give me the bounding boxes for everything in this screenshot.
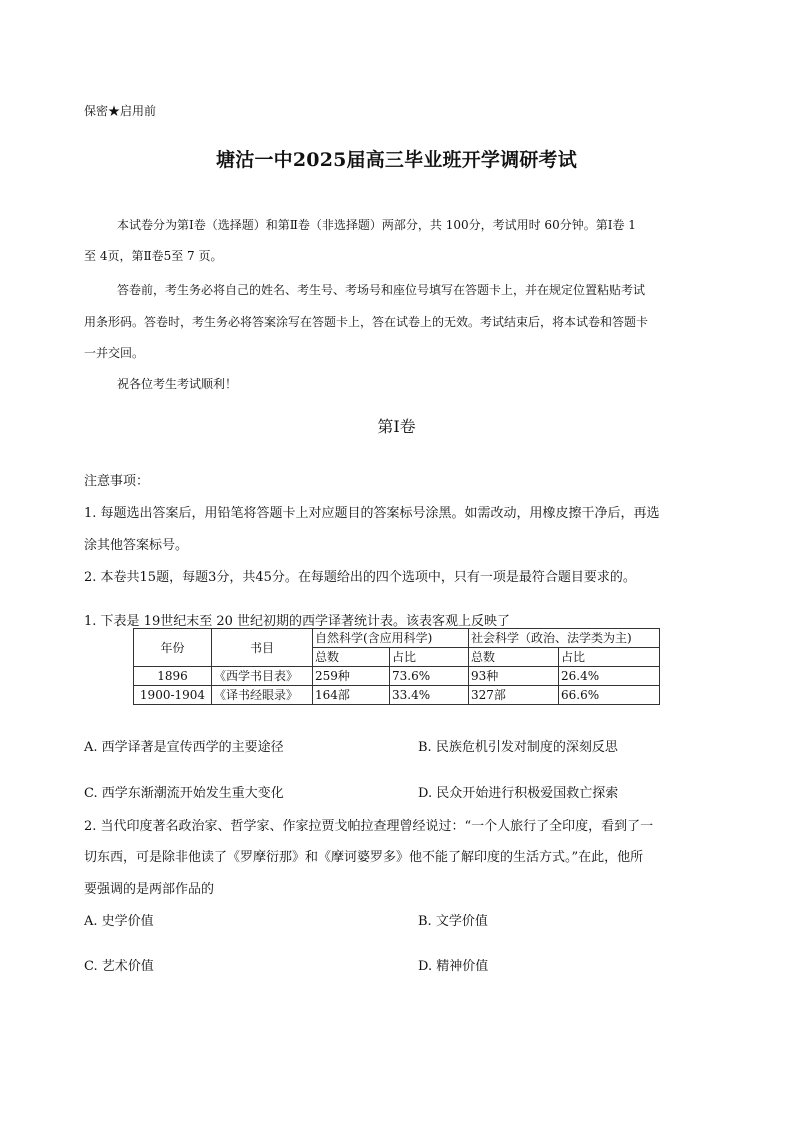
table-cell-social-ratio: 66.6%	[559, 686, 660, 705]
question-2-option-c: C. 艺术价值	[84, 959, 154, 974]
intro-paragraph-1-line-1: 本试卷分为第Ⅰ卷（选择题）和第Ⅱ卷（非选择题）两部分，共 100分，考试用时 60分钟。第Ⅰ卷 1	[117, 218, 636, 232]
table-cell-social-ratio: 26.4%	[559, 667, 660, 686]
table-cell-social-total: 327部	[469, 686, 559, 705]
note-1-line-1: 1. 每题选出答案后，用铅笔将答题卡上对应题目的答案标号涂黑。如需改动，用橡皮擦干净后，再选	[84, 506, 660, 521]
table-cell-natural-total: 164部	[313, 686, 390, 705]
question-1-stem: 1. 下表是 19世纪末至 20 世纪初期的西学译著统计表。该表客观上反映了	[84, 614, 511, 629]
exam-title: 塘沽一中2025届高三毕业班开学调研考试	[216, 149, 577, 171]
question-2-option-d: D. 精神价值	[418, 959, 489, 974]
table-subheader-social-total: 总数	[469, 648, 559, 667]
table-cell-year: 1896	[134, 667, 212, 686]
table-cell-natural-ratio: 73.6%	[390, 667, 469, 686]
good-luck-wish: 祝各位考生考试顺利！	[117, 377, 238, 391]
intro-paragraph-2-line-3: 一并交回。	[84, 346, 145, 360]
question-2-line-1: 2. 当代印度著名政治家、哲学家、作家拉贾戈帕拉查理曾经说过：“一个人旅行了全印度，看到了一	[84, 819, 654, 834]
notes-heading: 注意事项：	[84, 474, 150, 489]
question-2-option-b: B. 文学价值	[418, 914, 488, 929]
table-cell-natural-total: 259种	[313, 667, 390, 686]
intro-paragraph-1-line-2: 至 4页，第Ⅱ卷5至 7 页。	[84, 249, 223, 263]
table-cell-natural-ratio: 33.4%	[390, 686, 469, 705]
note-2: 2. 本卷共15题，每题3分，共45分。在每题给出的四个选项中，只有一项是最符合题目要求的。	[84, 570, 636, 585]
table-cell-year: 1900-1904	[134, 686, 212, 705]
intro-paragraph-2-line-1: 答卷前，考生务必将自己的姓名、考生号、考场号和座位号填写在答题卡上，并在规定位置粘贴考试	[117, 283, 646, 297]
table-row	[134, 667, 660, 686]
table-header-row	[134, 629, 660, 648]
table-row	[134, 686, 660, 705]
question-2-line-2: 切东西，可是除非他读了《罗摩衍那》和《摩诃婆罗多》他不能了解印度的生活方式。”在此，他所	[84, 850, 644, 865]
note-1-line-2: 涂其他答案标号。	[84, 538, 189, 553]
translation-statistics-table	[133, 628, 660, 705]
table-subheader-social-ratio: 占比	[559, 648, 660, 667]
question-1-option-a: A. 西学译著是宣传西学的主要途径	[84, 740, 284, 755]
question-1-option-b: B. 民族危机引发对制度的深刻反思	[418, 740, 618, 755]
table-header-social-science: 社会科学（政治、法学类为主)	[469, 629, 660, 648]
table-cell-book: 《译书经眼录》	[212, 686, 313, 705]
table-header-natural-science: 自然科学(含应用科学)	[313, 629, 469, 648]
table-header-year: 年份	[134, 629, 212, 667]
confidential-label: 保密★启用前	[84, 104, 157, 118]
question-2-option-a: A. 史学价值	[84, 914, 154, 929]
intro-paragraph-2-line-2: 用条形码。答卷时，考生务必将答案涂写在答题卡上，答在试卷上的无效。考试结束后，将本试卷和答题卡	[84, 315, 649, 329]
table-cell-book: 《西学书目表》	[212, 667, 313, 686]
table-header-book: 书目	[212, 629, 313, 667]
question-1-option-c: C. 西学东渐潮流开始发生重大变化	[84, 786, 284, 801]
table-subheader-natural-total: 总数	[313, 648, 390, 667]
table-subheader-natural-ratio: 占比	[390, 648, 469, 667]
question-1-option-d: D. 民众开始进行积极爱国救亡探索	[418, 786, 619, 801]
section-title: 第Ⅰ卷	[377, 417, 416, 436]
table-cell-social-total: 93种	[469, 667, 559, 686]
question-2-line-3: 要强调的是两部作品的	[84, 882, 215, 897]
